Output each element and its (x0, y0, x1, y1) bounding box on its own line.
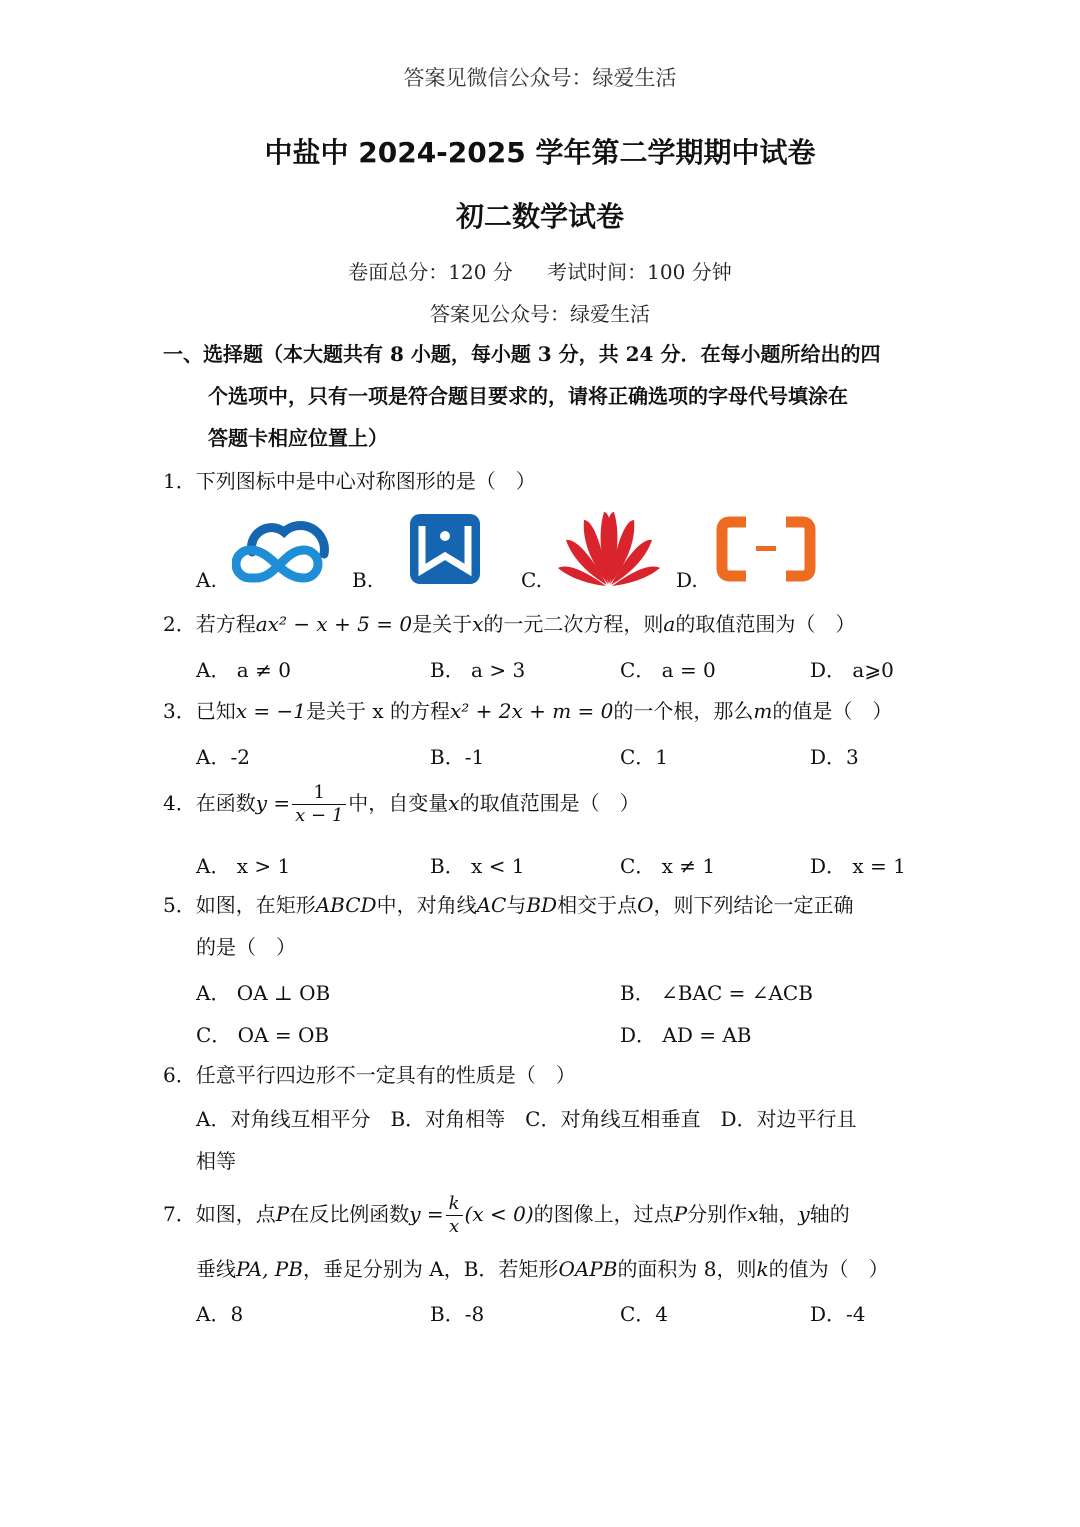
q4-fraction: $\frac{1}{x - 1}$ (292, 782, 346, 827)
exam-time: 考试时间：100 分钟 (547, 260, 732, 284)
section1-heading-line2: 个选项中，只有一项是符合题目要求的，请将正确选项的字母代号填涂在 (208, 384, 848, 408)
q1-label-c: C. (521, 568, 542, 592)
q2-option-b: B． a > 3 (430, 658, 526, 682)
q4-option-d: D． x = 1 (810, 854, 906, 878)
q3-option-c: C．1 (620, 745, 669, 769)
section1-heading-line1: 一、选择题（本大题共有 8 小题，每小题 3 分，共 24 分．在每小题所给出的四 (163, 342, 881, 366)
question-5-stem-line1: 5．如图，在矩形ABCD中，对角线AC与BD相交于点O，则下列结论一定正确 (163, 893, 854, 917)
bracket-dash-logo-icon (716, 516, 816, 582)
exam-subtitle: 初二数学试卷 (455, 200, 624, 233)
q4-option-b: B． x < 1 (430, 854, 525, 878)
q2-option-a: A． a ≠ 0 (196, 658, 291, 682)
q6-options-cont: 相等 (196, 1149, 236, 1173)
q7-option-a: A．8 (196, 1302, 244, 1326)
q5-option-d: D． AD = AB (620, 1023, 752, 1047)
question-3-stem: 3．已知x = −1是关于 x 的方程x² + 2x + m = 0的一个根，那么m的值是（ ） (163, 699, 893, 723)
question-7-stem-line2: 垂线PA, PB，垂足分别为 A，B．若矩形OAPB的面积为 8，则k的值为（ ） (196, 1257, 889, 1281)
header-note: 答案见微信公众号：绿爱生活 (403, 66, 677, 90)
q5-option-a: A． OA ⊥ OB (196, 981, 331, 1005)
question-5-stem-line2: 的是（ ） (196, 935, 296, 959)
question-2-stem: 2．若方程ax² − x + 5 = 0是关于x的一元二次方程，则a的取值范围为（ ） (163, 612, 856, 636)
q7-option-b: B．-8 (430, 1302, 485, 1326)
q7-option-d: D．-4 (810, 1302, 866, 1326)
q6-options: A．对角线互相平分 B．对角相等 C．对角线互相垂直 D．对边平行且 (196, 1107, 857, 1131)
w-square-logo-icon (408, 512, 482, 586)
exam-meta (0, 256, 1080, 285)
q5-option-c: C． OA = OB (196, 1023, 330, 1047)
question-6-stem: 6．任意平行四边形不一定具有的性质是（ ） (163, 1063, 576, 1087)
q2-option-c: C． a = 0 (620, 658, 716, 682)
q2-option-d: D． a⩾0 (810, 658, 894, 682)
q1-label-a: A. (196, 568, 217, 592)
q3-option-b: B．-1 (430, 745, 485, 769)
question-7-stem-line1: 7．如图，点P在反比例函数y = $\frac{k}{x}$ (x < 0)的图像上，过点P分别作x轴，y轴的 (163, 1193, 850, 1237)
q3-option-a: A．-2 (196, 745, 250, 769)
question-1-stem: 1．下列图标中是中心对称图形的是（ ） (163, 469, 536, 493)
exam-title: 中盐中 2024-2025 学年第二学期期中试卷 (264, 136, 816, 169)
q4-option-a: A． x > 1 (196, 854, 291, 878)
q5-option-b: B． ∠BAC = ∠ACB (620, 981, 813, 1005)
q4-option-c: C． x ≠ 1 (620, 854, 716, 878)
cloud-logo-icon (232, 512, 332, 586)
q1-label-b: B. (352, 568, 374, 592)
q3-option-d: D．3 (810, 745, 859, 769)
flower-petals-logo-icon (556, 508, 662, 588)
q7-fraction: $\frac{k}{x}$ (446, 1193, 463, 1238)
question-4-stem: 4．在函数y = $\frac{1}{x - 1}$ 中，自变量x的取值范围是（ ） (163, 782, 640, 826)
q7-option-c: C．4 (620, 1302, 669, 1326)
section1-heading-line3: 答题卡相应位置上） (208, 426, 388, 450)
total-score: 卷面总分：120 分 (348, 260, 513, 284)
q1-label-d: D. (676, 568, 698, 592)
answer-note: 答案见公众号：绿爱生活 (430, 302, 650, 326)
